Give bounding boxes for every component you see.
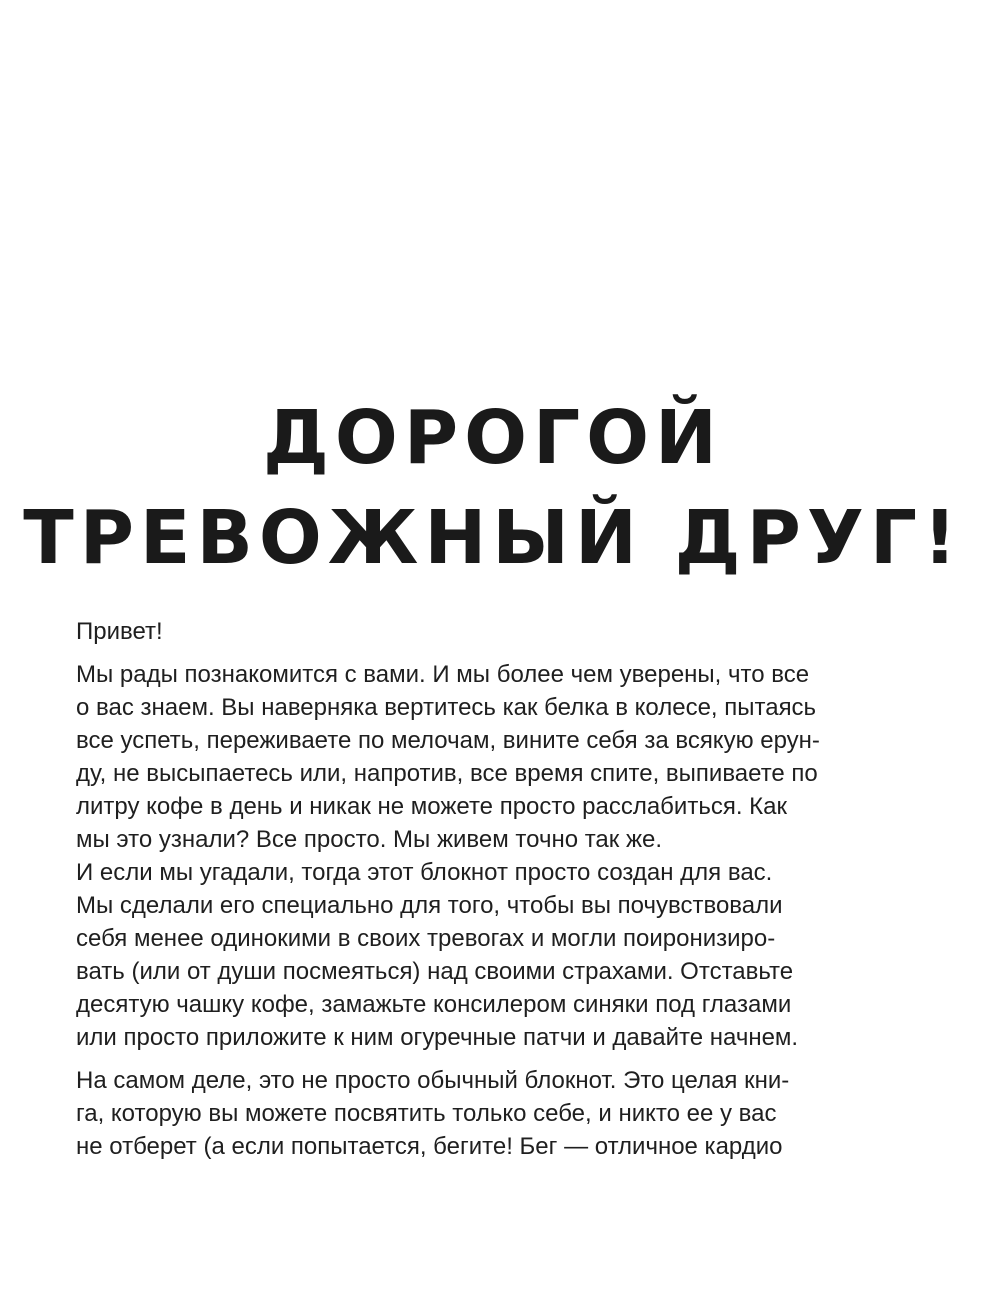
text-line: или просто приложите к ним огуречные патчи и давайте начнем.	[76, 1024, 799, 1051]
text-line: И если мы угадали, тогда этот блокнот просто создан для вас.	[76, 859, 773, 886]
text-line: ду, не высыпаетесь или, напротив, все время спите, выпиваете по	[76, 760, 818, 787]
page-title	[0, 388, 986, 588]
text-line: себя менее одинокими в своих тревогах и могли поиронизиро-	[76, 925, 776, 952]
text-line: о вас знаем. Вы наверняка вертитесь как белка в колесе, пытаясь	[76, 694, 817, 721]
text-line: Мы рады познакомится с вами. И мы более чем уверены, что все	[76, 661, 810, 688]
body-text	[76, 615, 896, 1173]
text-line: вать (или от души посмеяться) над своими страхами. Отставьте	[76, 958, 794, 985]
text-line: Мы сделали его специально для того, чтобы вы почувствовали	[76, 892, 783, 919]
paragraph-greeting	[76, 615, 896, 648]
text-line: не отберет (а если попытается, бегите! Бег — отличное кардио	[76, 1133, 783, 1160]
title-line-2: ТРЕВОЖНЫЙ ДРУГ!	[23, 495, 963, 581]
text-line: десятую чашку кофе, замажьте консилером синяки под глазами	[76, 991, 792, 1018]
paragraph-notebook	[76, 1064, 896, 1163]
text-line: литру кофе в день и никак не можете просто расслабиться. Как	[76, 793, 787, 820]
text-line: мы это узнали? Все просто. Мы живем точно так же.	[76, 826, 663, 853]
title-line-1: ДОРОГОЙ	[263, 395, 723, 481]
text-line: Привет!	[76, 618, 163, 645]
text-line: га, которую вы можете посвятить только себе, и никто ее у вас	[76, 1100, 777, 1127]
paragraph-intro	[76, 658, 896, 1054]
text-line: все успеть, переживаете по мелочам, вините себя за всякую ерун-	[76, 727, 820, 754]
text-line: На самом деле, это не просто обычный блокнот. Это целая кни-	[76, 1067, 790, 1094]
